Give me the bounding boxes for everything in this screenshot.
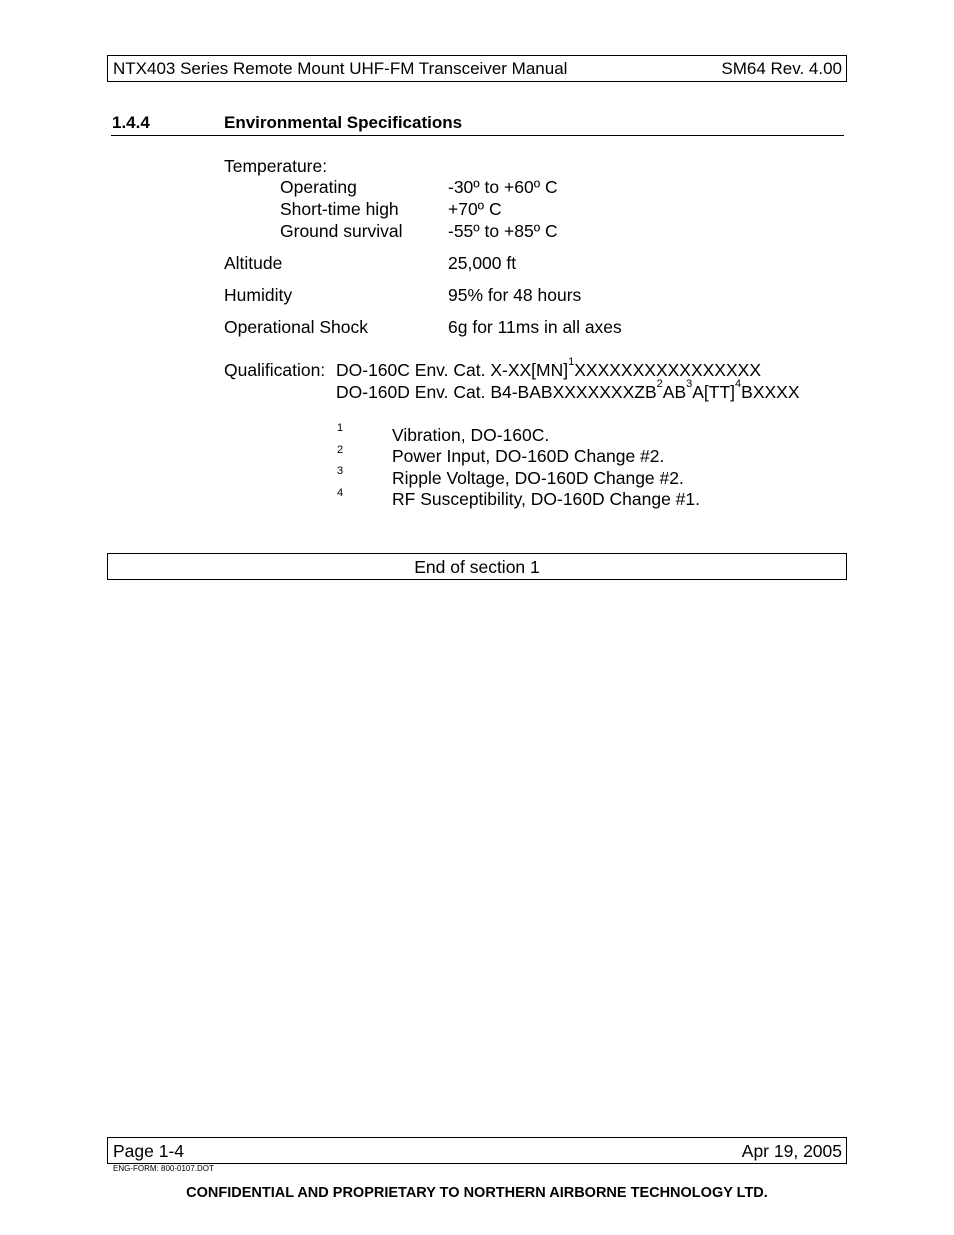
spec-value: 95% for 48 hours bbox=[448, 285, 582, 305]
qual-text: XXXXXXXXXXXXXXXX bbox=[574, 360, 761, 380]
end-of-section-box bbox=[107, 553, 847, 580]
footnote-ref: 2 bbox=[656, 378, 663, 390]
end-of-section-text: End of section 1 bbox=[414, 557, 540, 577]
temp-row-value: -30º to +60º C bbox=[448, 177, 558, 197]
footnote-mark: 4 bbox=[337, 487, 344, 499]
qual-text: AB bbox=[662, 382, 687, 402]
temp-row-label: Short-time high bbox=[280, 199, 399, 219]
footnote-mark: 3 bbox=[337, 465, 344, 477]
qualification-line-1 bbox=[336, 356, 761, 381]
footnote-text: RF Susceptibility, DO-160D Change #1. bbox=[392, 489, 701, 509]
section-divider bbox=[111, 135, 844, 136]
temperature-label: Temperature: bbox=[224, 156, 328, 176]
revision-label: SM64 Rev. 4.00 bbox=[721, 59, 842, 78]
qual-text: DO-160D Env. Cat. B4-BABXXXXXXXZB bbox=[336, 382, 657, 402]
temp-row-value: +70º C bbox=[448, 199, 502, 219]
spec-label: Altitude bbox=[224, 253, 283, 273]
qual-text: BXXXX bbox=[741, 382, 800, 402]
temp-row-label: Operating bbox=[280, 177, 357, 197]
qualification-label: Qualification: bbox=[224, 360, 326, 380]
footnote-ref: 4 bbox=[735, 378, 742, 390]
footnote-text: Ripple Voltage, DO-160D Change #2. bbox=[392, 468, 684, 488]
footnote-mark: 1 bbox=[337, 422, 344, 434]
footnote-ref: 1 bbox=[568, 356, 575, 368]
section-number: 1.4.4 bbox=[112, 113, 150, 132]
qual-text: DO-160C Env. Cat. X-XX[MN] bbox=[336, 360, 569, 380]
footnote-text: Vibration, DO-160C. bbox=[392, 425, 550, 445]
footnote-ref: 3 bbox=[686, 378, 693, 390]
confidentiality-notice: CONFIDENTIAL AND PROPRIETARY TO NORTHERN AIRBORNE TECHNOLOGY LTD. bbox=[186, 1185, 768, 1201]
footnote-text: Power Input, DO-160D Change #2. bbox=[392, 446, 665, 466]
spec-value: 6g for 11ms in all axes bbox=[448, 317, 622, 337]
page-number: Page 1-4 bbox=[113, 1141, 185, 1161]
qual-text: A[TT] bbox=[692, 382, 736, 402]
manual-title: NTX403 Series Remote Mount UHF-FM Transceiver Manual bbox=[113, 59, 568, 78]
temp-row-value: -55º to +85º C bbox=[448, 221, 558, 241]
footnote-mark: 2 bbox=[337, 444, 344, 456]
spec-label: Humidity bbox=[224, 285, 293, 305]
form-id: ENG-FORM: 800-0107.DOT bbox=[113, 1164, 214, 1173]
spec-label: Operational Shock bbox=[224, 317, 368, 337]
page-footer bbox=[107, 1137, 847, 1164]
qualification-line-2 bbox=[336, 378, 800, 403]
temp-row-label: Ground survival bbox=[280, 221, 403, 241]
page-header bbox=[107, 55, 847, 82]
section-title: Environmental Specifications bbox=[224, 113, 463, 132]
footer-date: Apr 19, 2005 bbox=[741, 1141, 842, 1161]
spec-value: 25,000 ft bbox=[448, 253, 517, 273]
